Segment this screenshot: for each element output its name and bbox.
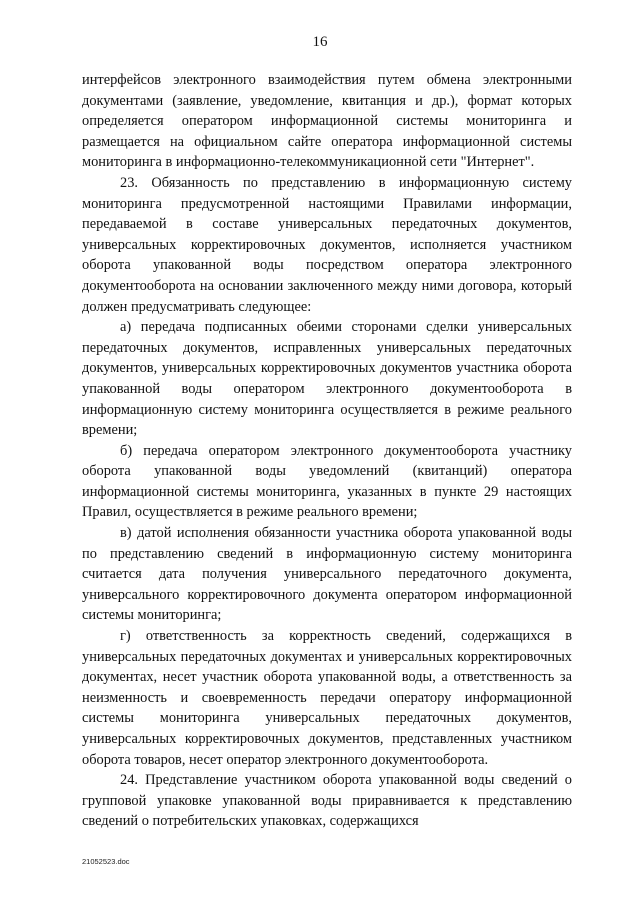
paragraph-23-b: б) передача оператором электронного документооборота участнику оборота упакованной воды уведомлений (квитанций) оператора информационной системы мониторинга, указанных в пункте 29 настоящих Правил, осуществляется в режиме реального времени;: [82, 442, 572, 521]
document-body: [82, 70, 572, 832]
page-number: 16: [312, 34, 328, 50]
paragraph-23: 23. Обязанность по представлению в информационную систему мониторинга предусмотренной настоящими Правилами информации, передаваемой в составе универсальных передаточных документов, универсальных корректировочных документов, исполняется участником оборота упакованной воды посредством оператора электронного документооборота на основании заключенного между ними договора, который должен предусматривать следующее:: [82, 174, 572, 315]
paragraph-23-v: в) датой исполнения обязанности участника оборота упакованной воды по представлению сведений в информационную систему мониторинга считается дата получения универсального передаточного документа, универсального корректировочного документа оператором информационной системы мониторинга;: [82, 525, 572, 624]
footer-filename: 21052523.doc: [82, 857, 130, 866]
paragraph-23-a: а) передача подписанных обеими сторонами сделки универсальных передаточных документов, исправленных универсальных передаточных документов, универсальных корректировочных документов участника оборота упакованной воды оператором электронного документооборота в информационную систему мониторинга осуществляется в режиме реального времени;: [82, 319, 572, 439]
paragraph-24: 24. Представление участником оборота упакованной воды сведений о групповой упаковке упакованной воды приравнивается к представлению сведений о потребительских упаковках, содержащихся: [82, 772, 572, 830]
paragraph-continuation: интерфейсов электронного взаимодействия путем обмена электронными документами (заявление, уведомление, квитанция и др.), формат которых определяется оператором информационной системы мониторинга и размещается на официальном сайте оператора информационной системы мониторинга в информационно-телекоммуникационной сети "Интернет".: [82, 72, 572, 171]
paragraph-23-g: г) ответственность за корректность сведений, содержащихся в универсальных передаточных документах и универсальных корректировочных документах, несет участник оборота упакованной воды, а ответственность за неизменность и своевременность передачи оператору информационной системы мониторинга универсальных передаточных документов, универсальных корректировочных документов, представленных участником оборота товаров, несет оператор электронного документооборота.: [82, 628, 572, 768]
